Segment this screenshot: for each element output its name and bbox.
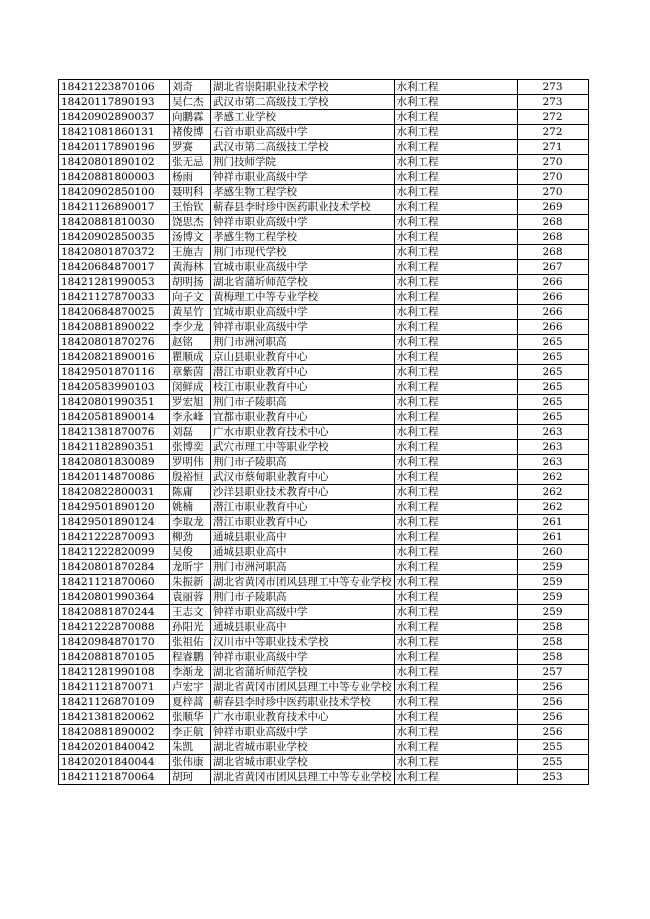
score-cell: 259 xyxy=(517,590,588,605)
score-cell: 265 xyxy=(517,380,588,395)
student-name-cell: 罗赛 xyxy=(170,140,211,155)
score-cell: 263 xyxy=(517,425,588,440)
school-cell: 钟祥市职业高级中学 xyxy=(211,215,395,230)
candidate-id-cell: 18420822800031 xyxy=(59,485,170,500)
score-cell: 270 xyxy=(517,155,588,170)
major-cell: 水利工程 xyxy=(394,80,517,95)
candidate-id-cell: 18420684870025 xyxy=(59,305,170,320)
student-name-cell: 黄星竹 xyxy=(170,305,211,320)
school-cell: 荆门市洲河职高 xyxy=(211,560,395,575)
major-cell: 水利工程 xyxy=(394,530,517,545)
candidate-id-cell: 18420984870170 xyxy=(59,635,170,650)
school-cell: 宜都市职业教育中心 xyxy=(211,410,395,425)
candidate-id-cell: 18420114870086 xyxy=(59,470,170,485)
student-name-cell: 胡明扬 xyxy=(170,275,211,290)
school-cell: 潜江市职业教育中心 xyxy=(211,365,395,380)
candidate-id-cell: 18420201840044 xyxy=(59,755,170,770)
candidate-id-cell: 18420583990103 xyxy=(59,380,170,395)
school-cell: 湖北省蒲圻师范学校 xyxy=(211,665,395,680)
candidate-id-cell: 18420881870244 xyxy=(59,605,170,620)
major-cell: 水利工程 xyxy=(394,155,517,170)
major-cell: 水利工程 xyxy=(394,605,517,620)
candidate-id-cell: 18421222820099 xyxy=(59,545,170,560)
candidate-id-cell: 18420881800003 xyxy=(59,170,170,185)
score-cell: 267 xyxy=(517,260,588,275)
table-row xyxy=(59,335,589,350)
student-name-cell: 刘磊 xyxy=(170,425,211,440)
table-row xyxy=(59,650,589,665)
candidate-id-cell: 18421222870088 xyxy=(59,620,170,635)
student-name-cell: 柳劲 xyxy=(170,530,211,545)
admission-score-table xyxy=(58,79,589,785)
candidate-id-cell: 18420821890016 xyxy=(59,350,170,365)
table-row xyxy=(59,95,589,110)
score-cell: 261 xyxy=(517,530,588,545)
major-cell: 水利工程 xyxy=(394,740,517,755)
score-cell: 266 xyxy=(517,305,588,320)
school-cell: 枝江市职业教育中心 xyxy=(211,380,395,395)
student-name-cell: 褚俊博 xyxy=(170,125,211,140)
school-cell: 武汉市蔡甸职业教育中心 xyxy=(211,470,395,485)
score-cell: 271 xyxy=(517,140,588,155)
table-row xyxy=(59,530,589,545)
table-row xyxy=(59,230,589,245)
student-name-cell: 张顺华 xyxy=(170,710,211,725)
student-name-cell: 张无忌 xyxy=(170,155,211,170)
candidate-id-cell: 18420684870017 xyxy=(59,260,170,275)
major-cell: 水利工程 xyxy=(394,620,517,635)
school-cell: 钟祥市职业高级中学 xyxy=(211,320,395,335)
candidate-id-cell: 18421281990053 xyxy=(59,275,170,290)
major-cell: 水利工程 xyxy=(394,245,517,260)
table-row xyxy=(59,110,589,125)
score-cell: 262 xyxy=(517,500,588,515)
candidate-id-cell: 18421381870076 xyxy=(59,425,170,440)
major-cell: 水利工程 xyxy=(394,110,517,125)
candidate-id-cell: 18420801830089 xyxy=(59,455,170,470)
school-cell: 湖北省城市职业学校 xyxy=(211,755,395,770)
major-cell: 水利工程 xyxy=(394,170,517,185)
major-cell: 水利工程 xyxy=(394,365,517,380)
candidate-id-cell: 18429501890124 xyxy=(59,515,170,530)
table-row xyxy=(59,155,589,170)
major-cell: 水利工程 xyxy=(394,95,517,110)
candidate-id-cell: 18420881890002 xyxy=(59,725,170,740)
school-cell: 黄梅理工中等专业学校 xyxy=(211,290,395,305)
school-cell: 孝感工业学校 xyxy=(211,110,395,125)
school-cell: 宜城市职业高级中学 xyxy=(211,260,395,275)
school-cell: 蕲春县李时珍中医药职业技术学校 xyxy=(211,200,395,215)
table-row xyxy=(59,770,589,785)
score-cell: 270 xyxy=(517,185,588,200)
score-cell: 255 xyxy=(517,755,588,770)
major-cell: 水利工程 xyxy=(394,650,517,665)
student-name-cell: 李正航 xyxy=(170,725,211,740)
candidate-id-cell: 18429501890120 xyxy=(59,500,170,515)
candidate-id-cell: 18421121870071 xyxy=(59,680,170,695)
candidate-id-cell: 18421222870093 xyxy=(59,530,170,545)
score-cell: 258 xyxy=(517,635,588,650)
candidate-id-cell: 18420801990364 xyxy=(59,590,170,605)
student-name-cell: 罗明伟 xyxy=(170,455,211,470)
major-cell: 水利工程 xyxy=(394,260,517,275)
school-cell: 蕲春县李时珍中医药职业技术学校 xyxy=(211,695,395,710)
major-cell: 水利工程 xyxy=(394,185,517,200)
school-cell: 石首市职业高级中学 xyxy=(211,125,395,140)
student-name-cell: 张祖佑 xyxy=(170,635,211,650)
major-cell: 水利工程 xyxy=(394,710,517,725)
table-row xyxy=(59,140,589,155)
school-cell: 通城县职业高中 xyxy=(211,620,395,635)
table-row xyxy=(59,245,589,260)
student-name-cell: 章紫茵 xyxy=(170,365,211,380)
student-name-cell: 汤博文 xyxy=(170,230,211,245)
school-cell: 孝感生物工程学校 xyxy=(211,185,395,200)
table-row xyxy=(59,200,589,215)
score-cell: 266 xyxy=(517,320,588,335)
score-cell: 261 xyxy=(517,515,588,530)
school-cell: 湖北省崇阳职业技术学校 xyxy=(211,80,395,95)
major-cell: 水利工程 xyxy=(394,140,517,155)
student-name-cell: 朱凯 xyxy=(170,740,211,755)
table-row xyxy=(59,80,589,95)
school-cell: 汉川市中等职业技术学校 xyxy=(211,635,395,650)
student-name-cell: 向子文 xyxy=(170,290,211,305)
score-cell: 265 xyxy=(517,395,588,410)
score-cell: 265 xyxy=(517,350,588,365)
major-cell: 水利工程 xyxy=(394,200,517,215)
score-cell: 273 xyxy=(517,95,588,110)
major-cell: 水利工程 xyxy=(394,590,517,605)
candidate-id-cell: 18421126870109 xyxy=(59,695,170,710)
candidate-id-cell: 18420801870284 xyxy=(59,560,170,575)
candidate-id-cell: 18420902890037 xyxy=(59,110,170,125)
table-row xyxy=(59,500,589,515)
candidate-id-cell: 18421081860131 xyxy=(59,125,170,140)
major-cell: 水利工程 xyxy=(394,230,517,245)
score-cell: 270 xyxy=(517,170,588,185)
major-cell: 水利工程 xyxy=(394,725,517,740)
candidate-id-cell: 18420801870276 xyxy=(59,335,170,350)
student-name-cell: 姚楠 xyxy=(170,500,211,515)
student-name-cell: 朱振新 xyxy=(170,575,211,590)
major-cell: 水利工程 xyxy=(394,695,517,710)
table-row xyxy=(59,320,589,335)
table-row xyxy=(59,305,589,320)
score-cell: 266 xyxy=(517,290,588,305)
score-cell: 268 xyxy=(517,230,588,245)
candidate-id-cell: 18421121870064 xyxy=(59,770,170,785)
major-cell: 水利工程 xyxy=(394,215,517,230)
major-cell: 水利工程 xyxy=(394,575,517,590)
score-cell: 262 xyxy=(517,470,588,485)
score-cell: 262 xyxy=(517,485,588,500)
student-name-cell: 张博奕 xyxy=(170,440,211,455)
student-name-cell: 罗宏旭 xyxy=(170,395,211,410)
score-cell: 256 xyxy=(517,680,588,695)
table-row xyxy=(59,560,589,575)
table-row xyxy=(59,725,589,740)
student-name-cell: 王施吉 xyxy=(170,245,211,260)
table-row xyxy=(59,485,589,500)
score-cell: 257 xyxy=(517,665,588,680)
major-cell: 水利工程 xyxy=(394,320,517,335)
student-name-cell: 吴仁杰 xyxy=(170,95,211,110)
candidate-id-cell: 18421381820062 xyxy=(59,710,170,725)
school-cell: 武汉市第二高级技工学校 xyxy=(211,140,395,155)
major-cell: 水利工程 xyxy=(394,455,517,470)
school-cell: 荆门市子陵职高 xyxy=(211,590,395,605)
major-cell: 水利工程 xyxy=(394,665,517,680)
score-cell: 263 xyxy=(517,455,588,470)
major-cell: 水利工程 xyxy=(394,305,517,320)
school-cell: 湖北省黄冈市团风县理工中等专业学校 xyxy=(211,770,395,785)
candidate-id-cell: 18421121870060 xyxy=(59,575,170,590)
school-cell: 钟祥市职业高级中学 xyxy=(211,650,395,665)
table-row xyxy=(59,455,589,470)
score-cell: 259 xyxy=(517,605,588,620)
candidate-id-cell: 18429501870116 xyxy=(59,365,170,380)
candidate-id-cell: 18421223870106 xyxy=(59,80,170,95)
table-row xyxy=(59,215,589,230)
student-name-cell: 赵铭 xyxy=(170,335,211,350)
major-cell: 水利工程 xyxy=(394,515,517,530)
table-row xyxy=(59,695,589,710)
major-cell: 水利工程 xyxy=(394,635,517,650)
major-cell: 水利工程 xyxy=(394,335,517,350)
candidate-id-cell: 18420881870105 xyxy=(59,650,170,665)
major-cell: 水利工程 xyxy=(394,125,517,140)
candidate-id-cell: 18420117890193 xyxy=(59,95,170,110)
table-row xyxy=(59,440,589,455)
candidate-id-cell: 18420581890014 xyxy=(59,410,170,425)
score-cell: 266 xyxy=(517,275,588,290)
school-cell: 钟祥市职业高级中学 xyxy=(211,170,395,185)
major-cell: 水利工程 xyxy=(394,485,517,500)
student-name-cell: 王怡钦 xyxy=(170,200,211,215)
school-cell: 荆门市洲河职高 xyxy=(211,335,395,350)
major-cell: 水利工程 xyxy=(394,410,517,425)
student-name-cell: 李渐龙 xyxy=(170,665,211,680)
major-cell: 水利工程 xyxy=(394,290,517,305)
student-name-cell: 饶思杰 xyxy=(170,215,211,230)
table-row xyxy=(59,185,589,200)
school-cell: 通城县职业高中 xyxy=(211,530,395,545)
student-name-cell: 聂明科 xyxy=(170,185,211,200)
candidate-id-cell: 18420801870372 xyxy=(59,245,170,260)
major-cell: 水利工程 xyxy=(394,500,517,515)
score-cell: 255 xyxy=(517,740,588,755)
candidate-id-cell: 18420801890102 xyxy=(59,155,170,170)
school-cell: 湖北省黄冈市团风县理工中等专业学校 xyxy=(211,575,395,590)
major-cell: 水利工程 xyxy=(394,440,517,455)
table-row xyxy=(59,635,589,650)
table-row xyxy=(59,380,589,395)
student-name-cell: 陈庸 xyxy=(170,485,211,500)
student-name-cell: 程睿鹏 xyxy=(170,650,211,665)
score-cell: 273 xyxy=(517,80,588,95)
major-cell: 水利工程 xyxy=(394,350,517,365)
candidate-id-cell: 18420801990351 xyxy=(59,395,170,410)
score-cell: 272 xyxy=(517,125,588,140)
table-row xyxy=(59,740,589,755)
table-row xyxy=(59,470,589,485)
major-cell: 水利工程 xyxy=(394,755,517,770)
candidate-id-cell: 18421182890351 xyxy=(59,440,170,455)
table-row xyxy=(59,575,589,590)
score-cell: 258 xyxy=(517,620,588,635)
table-row xyxy=(59,275,589,290)
score-cell: 265 xyxy=(517,335,588,350)
score-cell: 259 xyxy=(517,560,588,575)
student-name-cell: 黄海林 xyxy=(170,260,211,275)
table-row xyxy=(59,260,589,275)
student-name-cell: 夏梓蒿 xyxy=(170,695,211,710)
school-cell: 钟祥市职业高级中学 xyxy=(211,605,395,620)
school-cell: 荆门市子陵职高 xyxy=(211,455,395,470)
table-row xyxy=(59,395,589,410)
table-row xyxy=(59,545,589,560)
student-name-cell: 卢宏宇 xyxy=(170,680,211,695)
school-cell: 通城县职业高中 xyxy=(211,545,395,560)
table-row xyxy=(59,680,589,695)
candidate-id-cell: 18420881890022 xyxy=(59,320,170,335)
table-row xyxy=(59,410,589,425)
school-cell: 湖北省城市职业学校 xyxy=(211,740,395,755)
candidate-id-cell: 18420902850100 xyxy=(59,185,170,200)
school-cell: 湖北省蒲圻师范学校 xyxy=(211,275,395,290)
school-cell: 荆门技师学院 xyxy=(211,155,395,170)
student-name-cell: 李永峰 xyxy=(170,410,211,425)
score-cell: 256 xyxy=(517,725,588,740)
student-name-cell: 袁丽蓉 xyxy=(170,590,211,605)
score-cell: 272 xyxy=(517,110,588,125)
table-row xyxy=(59,290,589,305)
school-cell: 广水市职业教育技术中心 xyxy=(211,425,395,440)
school-cell: 潜江市职业教育中心 xyxy=(211,515,395,530)
student-name-cell: 闵鲜成 xyxy=(170,380,211,395)
candidate-id-cell: 18421127870033 xyxy=(59,290,170,305)
score-cell: 265 xyxy=(517,410,588,425)
table-row xyxy=(59,710,589,725)
major-cell: 水利工程 xyxy=(394,395,517,410)
table-row xyxy=(59,425,589,440)
student-name-cell: 刘奇 xyxy=(170,80,211,95)
table-body xyxy=(59,80,589,785)
student-name-cell: 李少龙 xyxy=(170,320,211,335)
candidate-id-cell: 18420201840042 xyxy=(59,740,170,755)
school-cell: 潜江市职业教育中心 xyxy=(211,500,395,515)
major-cell: 水利工程 xyxy=(394,275,517,290)
school-cell: 宜城市职业高级中学 xyxy=(211,305,395,320)
school-cell: 荆门市现代学校 xyxy=(211,245,395,260)
major-cell: 水利工程 xyxy=(394,545,517,560)
table-row xyxy=(59,590,589,605)
school-cell: 湖北省黄冈市团风县理工中等专业学校 xyxy=(211,680,395,695)
candidate-id-cell: 18421126890017 xyxy=(59,200,170,215)
major-cell: 水利工程 xyxy=(394,380,517,395)
score-cell: 260 xyxy=(517,545,588,560)
school-cell: 沙洋县职业技术教育中心 xyxy=(211,485,395,500)
school-cell: 武汉市第二高级技工学校 xyxy=(211,95,395,110)
table-row xyxy=(59,170,589,185)
student-name-cell: 殷裕恒 xyxy=(170,470,211,485)
student-name-cell: 向鹏霖 xyxy=(170,110,211,125)
score-cell: 268 xyxy=(517,215,588,230)
major-cell: 水利工程 xyxy=(394,680,517,695)
student-name-cell: 吴俊 xyxy=(170,545,211,560)
candidate-id-cell: 18420117890196 xyxy=(59,140,170,155)
table-row xyxy=(59,350,589,365)
student-name-cell: 李取龙 xyxy=(170,515,211,530)
candidate-id-cell: 18420902850035 xyxy=(59,230,170,245)
student-name-cell: 瞿顺成 xyxy=(170,350,211,365)
student-name-cell: 王志文 xyxy=(170,605,211,620)
table-row xyxy=(59,365,589,380)
student-name-cell: 孙阳光 xyxy=(170,620,211,635)
score-cell: 253 xyxy=(517,770,588,785)
score-cell: 256 xyxy=(517,710,588,725)
score-cell: 258 xyxy=(517,650,588,665)
candidate-id-cell: 18421281990108 xyxy=(59,665,170,680)
major-cell: 水利工程 xyxy=(394,560,517,575)
table-row xyxy=(59,605,589,620)
score-cell: 269 xyxy=(517,200,588,215)
school-cell: 孝感生物工程学校 xyxy=(211,230,395,245)
school-cell: 广水市职业教育技术中心 xyxy=(211,710,395,725)
major-cell: 水利工程 xyxy=(394,425,517,440)
major-cell: 水利工程 xyxy=(394,770,517,785)
school-cell: 荆门市子陵职高 xyxy=(211,395,395,410)
table-row xyxy=(59,515,589,530)
school-cell: 钟祥市职业高级中学 xyxy=(211,725,395,740)
table-row xyxy=(59,665,589,680)
score-cell: 263 xyxy=(517,440,588,455)
student-name-cell: 杨雨 xyxy=(170,170,211,185)
school-cell: 京山县职业教育中心 xyxy=(211,350,395,365)
score-cell: 265 xyxy=(517,365,588,380)
student-name-cell: 龙昕宇 xyxy=(170,560,211,575)
table-row xyxy=(59,125,589,140)
student-name-cell: 张伟康 xyxy=(170,755,211,770)
candidate-id-cell: 18420881810030 xyxy=(59,215,170,230)
score-cell: 259 xyxy=(517,575,588,590)
table-row xyxy=(59,755,589,770)
score-cell: 256 xyxy=(517,695,588,710)
school-cell: 武穴市理工中等职业学校 xyxy=(211,440,395,455)
table-row xyxy=(59,620,589,635)
score-cell: 268 xyxy=(517,245,588,260)
major-cell: 水利工程 xyxy=(394,470,517,485)
student-name-cell: 胡珂 xyxy=(170,770,211,785)
